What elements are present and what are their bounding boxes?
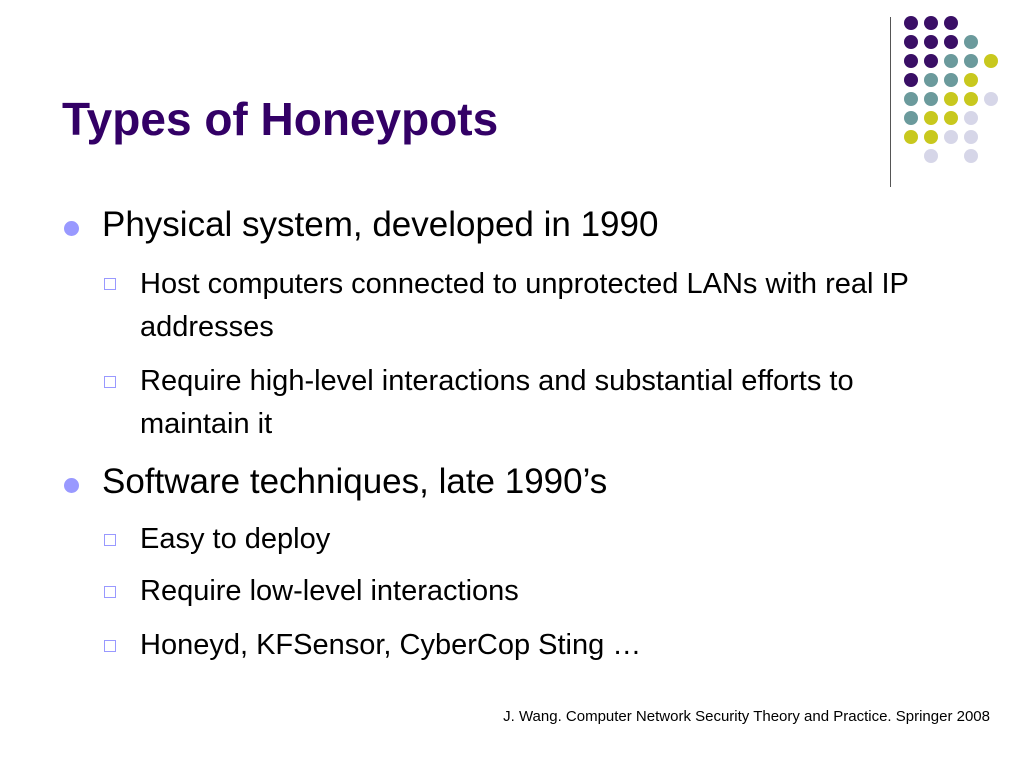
sub-bullet-marker: [104, 640, 116, 652]
sub-bullet-text: Honeyd, KFSensor, CyberCop Sting …: [140, 629, 642, 661]
sub-bullet-marker: [104, 278, 116, 290]
sub-bullet-marker: [104, 534, 116, 546]
bullet-text: Physical system, developed in 1990: [102, 205, 659, 244]
sub-bullet-text: Easy to deploy: [140, 523, 331, 555]
bullet-text: Software techniques, late 1990’s: [102, 462, 608, 501]
slide-footer: J. Wang. Computer Network Security Theory and Practice. Springer 2008: [503, 708, 990, 725]
bullet-marker: [64, 221, 79, 236]
sub-bullet-marker: [104, 376, 116, 388]
sub-bullet-text: Require high-level interactions and substantial efforts to maintain it: [140, 365, 854, 440]
slide-title: Types of Honeypots: [62, 93, 499, 145]
sub-bullet-text: Host computers connected to unprotected LANs with real IP addresses: [140, 268, 909, 343]
sub-bullet-marker: [104, 586, 116, 598]
bullet-marker: [64, 478, 79, 493]
sub-bullet-text: Require low-level interactions: [140, 575, 519, 607]
